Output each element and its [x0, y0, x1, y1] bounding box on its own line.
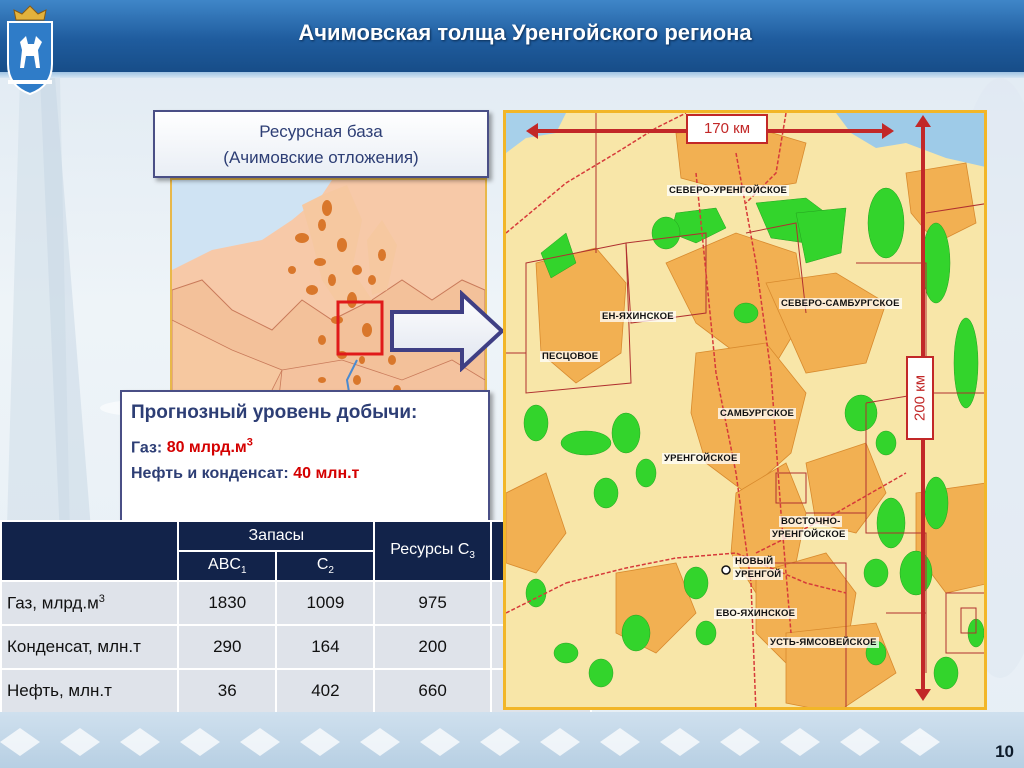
forecast-box	[120, 390, 490, 525]
field-label-novy-urengoy-1: НОВЫЙ	[735, 556, 774, 567]
cell-c3: 660	[374, 669, 490, 713]
forecast-gas-label: Газ:	[131, 439, 163, 457]
resource-base-subtitle: (Ачимовские отложения)	[223, 148, 419, 167]
table-corner-cell	[1, 521, 178, 581]
cell-c2: 164	[276, 625, 374, 669]
field-label-samburgskoe: САМБУРГСКОЕ	[720, 408, 795, 419]
distance-vertical-text: 200 км	[911, 374, 929, 422]
field-label-evo-yakhinskoe: ЕВО-ЯХИНСКОЕ	[716, 608, 796, 619]
cell-c3: 975	[374, 581, 490, 625]
cell-abc1: 36	[178, 669, 276, 713]
field-label-en-yakhinskoe: ЕН-ЯХИНСКОЕ	[602, 311, 674, 322]
cell-c2: 402	[276, 669, 374, 713]
row-label: Нефть, млн.т	[1, 669, 178, 713]
forecast-title: Прогнозный уровень добычи:	[131, 402, 418, 423]
header-reserves: Запасы	[178, 521, 374, 551]
cell-abc1: 1830	[178, 581, 276, 625]
cell-abc1: 290	[178, 625, 276, 669]
header-c2-sub: 2	[328, 565, 334, 577]
field-label-urengoyskoe: УРЕНГОЙСКОЕ	[664, 453, 738, 464]
row-label	[1, 581, 178, 625]
forecast-gas-sup: 3	[246, 437, 253, 449]
distance-horizontal-label: 170 км	[686, 114, 768, 144]
forecast-oil-line	[131, 461, 488, 487]
field-label-ust-yamsoveyskoe: УСТЬ-ЯМСОВЕЙСКОЕ	[770, 637, 877, 648]
forecast-gas-number: 80 млрд.м	[166, 439, 247, 457]
footer-ornament	[0, 712, 1024, 768]
row-label-text: Газ, млрд.м	[7, 593, 99, 613]
resource-base-title: Ресурсная база	[259, 122, 383, 141]
forecast-oil-value: 40 млн.т	[293, 465, 360, 483]
cell-c2: 1009	[276, 581, 374, 625]
header-resources-sub: 3	[469, 550, 475, 562]
field-label-severo-urengoyskoe: СЕВЕРО-УРЕНГОЙСКОЕ	[669, 185, 788, 196]
distance-vertical-label	[906, 356, 934, 440]
header-abc1	[178, 551, 276, 581]
header-resources-text: Ресурсы С	[390, 540, 470, 558]
forecast-oil-label: Нефть и конденсат:	[131, 465, 289, 483]
field-label-vostochno-urengoyskoe-1: ВОСТОЧНО-	[781, 516, 841, 527]
header-c2-text: C	[316, 555, 329, 573]
resource-base-callout	[153, 110, 489, 178]
field-label-pestsovoe: ПЕСЦОВОЕ	[542, 351, 599, 362]
header-c2	[276, 551, 374, 581]
forecast-gas-line	[131, 430, 488, 461]
pointer-arrow-icon	[388, 290, 506, 372]
page-title: Ачимовская толща Уренгойского региона	[298, 20, 752, 45]
cell-c3: 200	[374, 625, 490, 669]
header-stripe	[0, 72, 1024, 78]
field-label-novy-urengoy-2: УРЕНГОЙ	[735, 569, 782, 580]
page-number: 10	[995, 742, 1014, 761]
header-resources	[374, 521, 490, 581]
row-label: Конденсат, млн.т	[1, 625, 178, 669]
region-emblem-icon	[2, 4, 58, 98]
header-abc1-sub: 1	[240, 565, 247, 577]
row-label-sup: 3	[98, 592, 105, 605]
forecast-gas-value	[167, 439, 253, 456]
field-label-severo-samburgskoe: СЕВЕРО-САМБУРГСКОЕ	[781, 298, 900, 309]
field-label-vostochno-urengoyskoe-2: УРЕНГОЙСКОЕ	[772, 529, 846, 540]
header-abc1-text: ABC	[208, 555, 241, 573]
